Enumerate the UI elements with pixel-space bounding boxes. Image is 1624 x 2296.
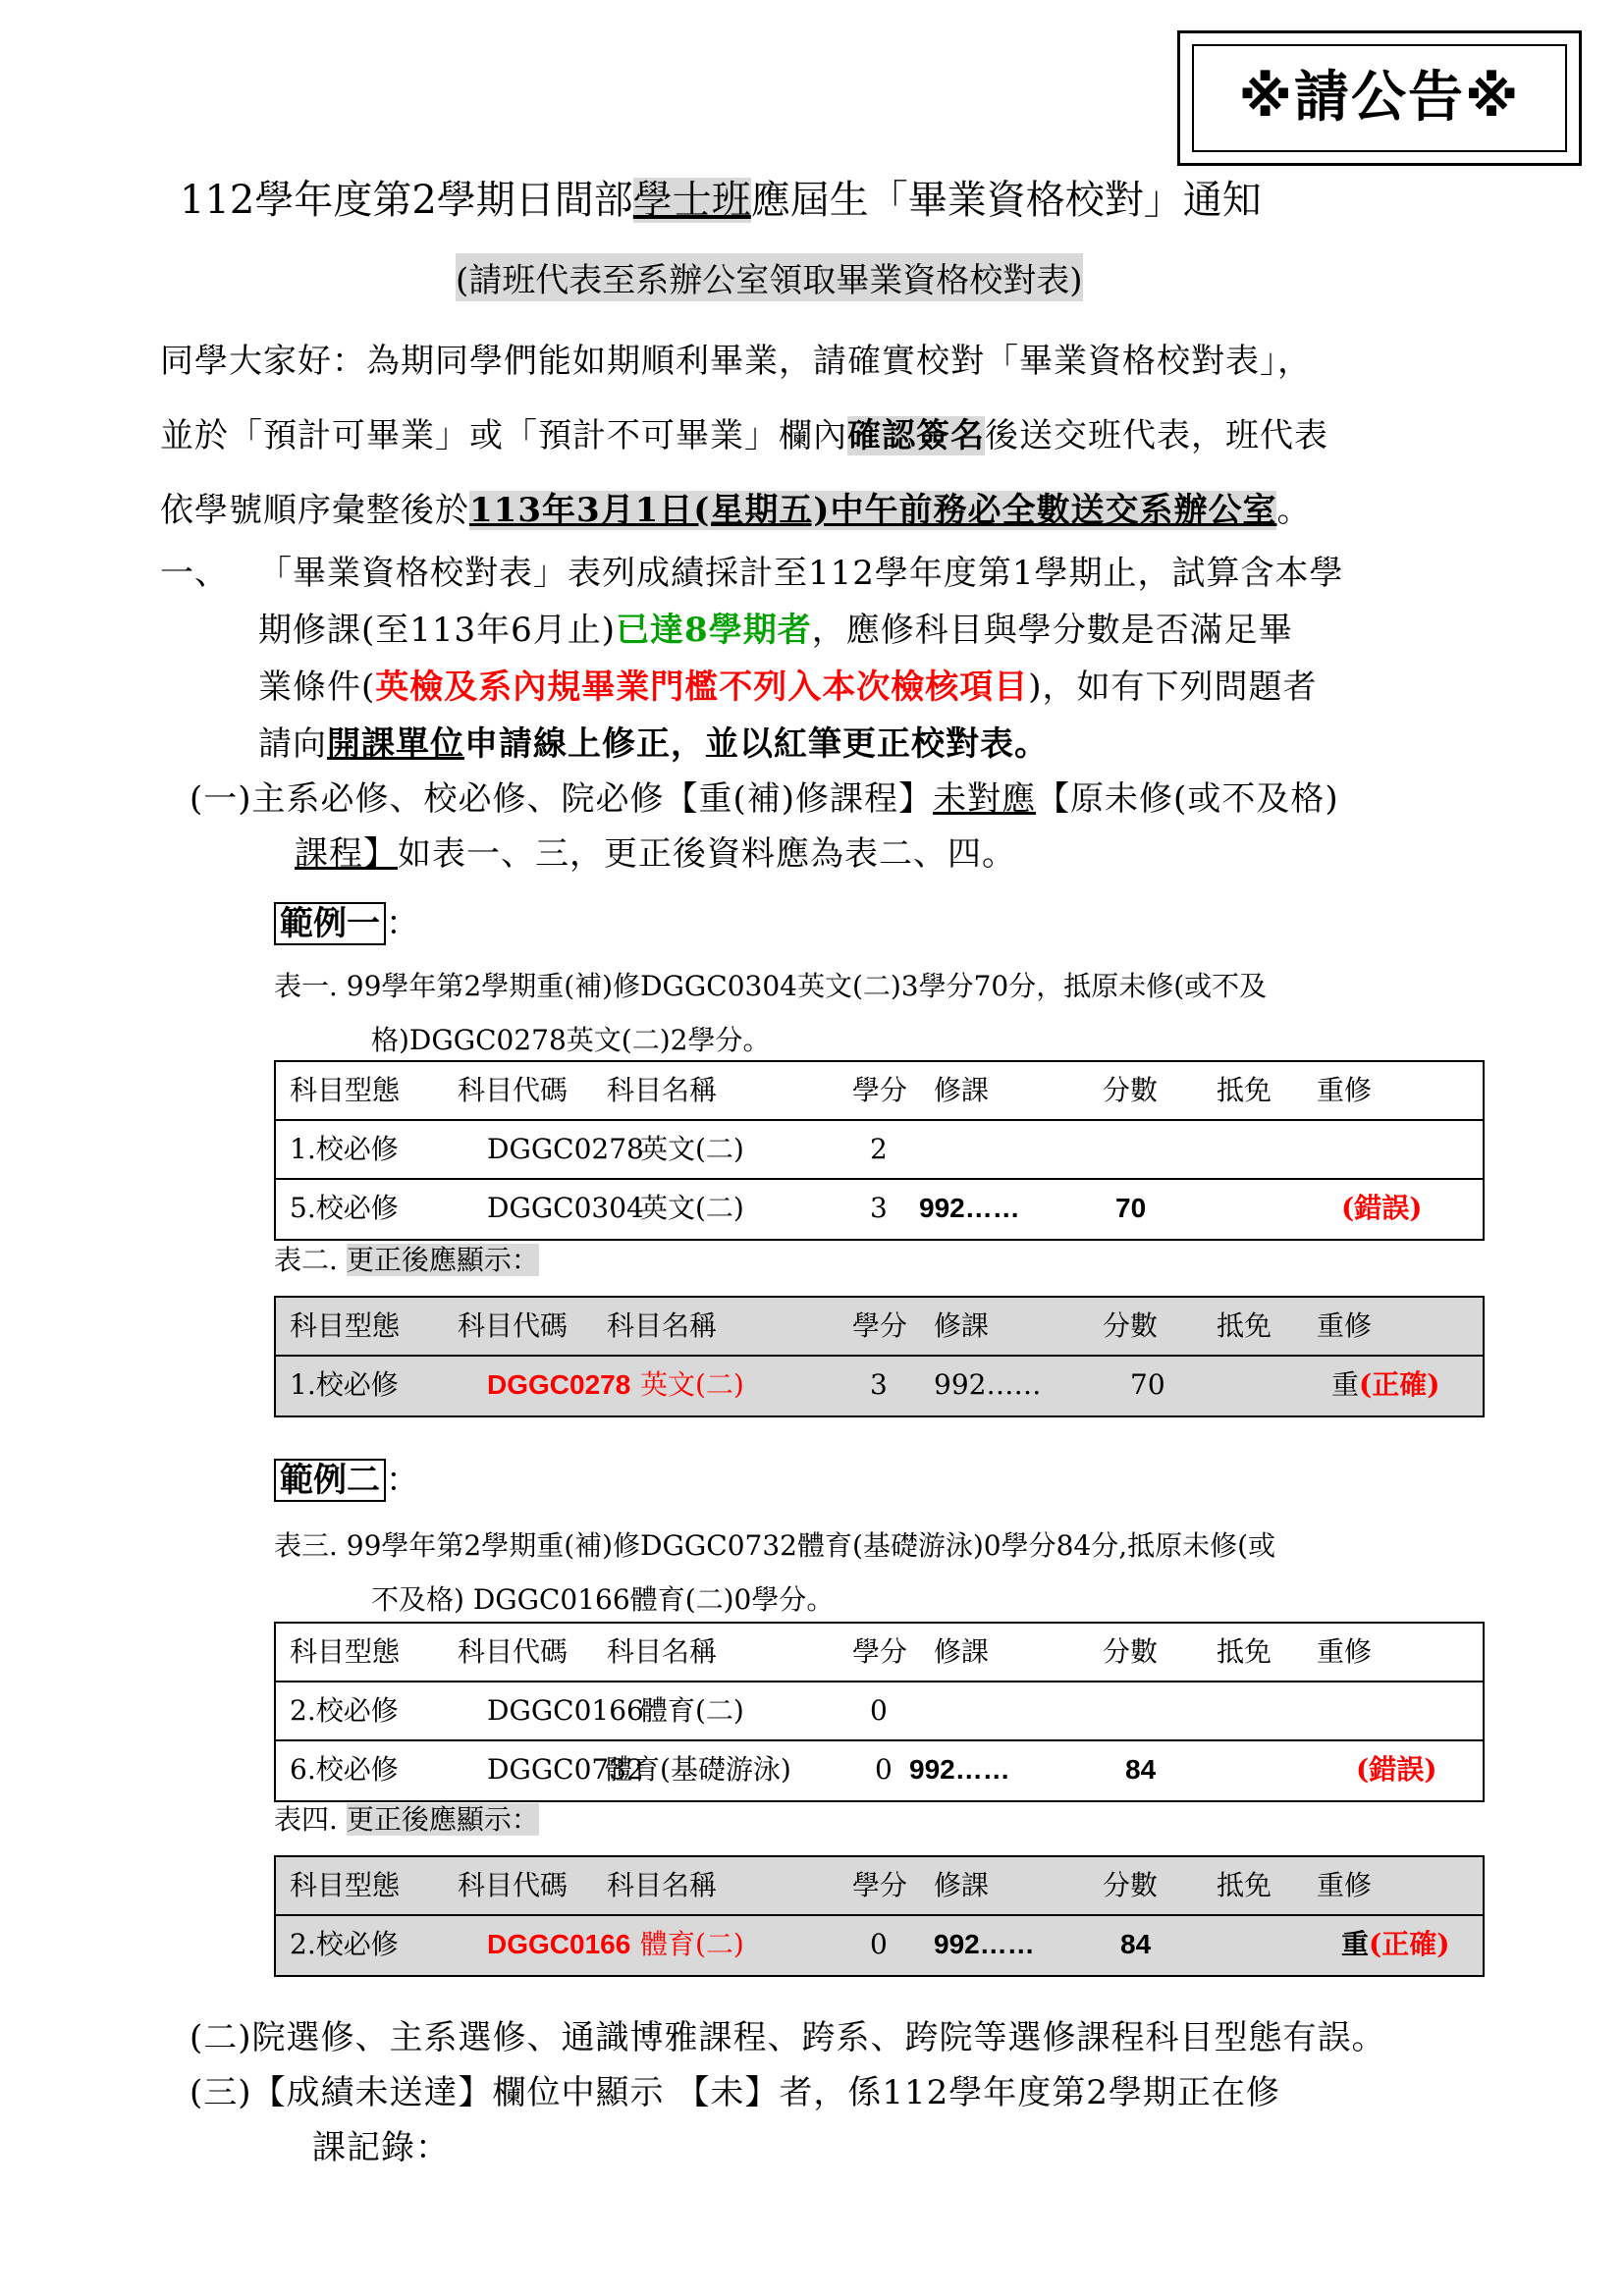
table-row: [276, 1916, 1483, 1975]
header-type: 科目型態: [290, 1635, 401, 1668]
header-retake: 重修: [1317, 1074, 1373, 1106]
item2: (二)院選修、主系選修、通識博雅課程、跨系、跨院等選修課程科目型態有誤。: [189, 2018, 1386, 2057]
header-name: 科目名稱: [607, 1869, 718, 1901]
example1-label: 範例一: [274, 902, 386, 945]
cell-name: 體育(二): [640, 1928, 744, 1960]
table3-caption-line1: 表三. 99學年第2學期重(補)修DGGC0732體育(基礎游泳)0學分84分,抵原未修(或: [274, 1529, 1276, 1562]
cell-course: 992……: [934, 1929, 1035, 1959]
cell-type: 1.校必修: [290, 1133, 399, 1165]
title-part2: 學士班: [632, 178, 751, 223]
retake-mark: [1331, 1357, 1440, 1414]
header-score: 分數: [1103, 1309, 1159, 1342]
header-name: 科目名稱: [607, 1635, 718, 1668]
section1-line4c: 申請線上修正，並以紅筆更正校對表。: [464, 724, 1049, 764]
intro-line2c: 後送交班代表，班代表: [985, 416, 1328, 455]
header-course: 修課: [934, 1074, 990, 1106]
intro-line2a: 並於「預計可畢業」或「預計不可畢業」欄內: [160, 416, 847, 455]
section1-line2: [258, 603, 1293, 651]
deadline-text: 113年3月1日(星期五)中午前務必全數送交系辦公室: [469, 491, 1277, 530]
section1-number: 一、: [160, 554, 229, 593]
item3-line1: (三)【成績未送達】欄位中顯示 【未】者，係112學年度第2學期正在修: [189, 2073, 1280, 2112]
page-title: [180, 169, 1262, 225]
cell-course: 992……: [934, 1368, 1042, 1401]
cell-credit: 2: [870, 1133, 888, 1165]
cell-score: 84: [1125, 1754, 1157, 1785]
table4-caption-text: 更正後應顯示：: [346, 1803, 539, 1836]
correct-mark: (正確): [1359, 1368, 1440, 1401]
cell-name: 體育(基礎游泳): [605, 1753, 791, 1786]
cell-code: DGGC0278: [487, 1133, 644, 1165]
cell-name: 英文(二): [640, 1368, 744, 1401]
example1-heading: [274, 896, 420, 944]
section1-line3a: 業條件(: [258, 667, 376, 707]
confirm-sign-text: 確認簽名: [847, 416, 985, 455]
notice-box: [1192, 44, 1567, 152]
subtitle: (請班代表至系辦公室領取畢業資格校對表): [456, 253, 1083, 301]
title-part3: 應屆生「畢業資格校對」通知: [750, 178, 1262, 223]
intro-line1: 同學大家好：為期同學們能如期順利畢業，請確實校對「畢業資格校對表」，: [160, 342, 1312, 381]
table-row: [276, 1682, 1483, 1741]
cell-score: 70: [1130, 1368, 1165, 1401]
item1-line1c: 【原未修(或不及格): [1036, 779, 1339, 819]
section1-line2c: ，應修科目與學分數是否滿足畢: [811, 611, 1293, 650]
example1-colon: ：: [386, 904, 420, 943]
section1-line1: 「畢業資格校對表」表列成績採計至112學年度第1學期止，試算含本學: [258, 554, 1344, 593]
item1-line2a: 課程】: [295, 834, 398, 874]
section1-line3: [258, 660, 1318, 708]
table-header-row: [276, 1857, 1483, 1916]
cell-code: DGGC0166: [487, 1694, 644, 1727]
header-exempt: 抵免: [1217, 1309, 1272, 1342]
cell-score: 84: [1120, 1929, 1152, 1959]
header-name: 科目名稱: [607, 1074, 718, 1106]
header-type: 科目型態: [290, 1869, 401, 1901]
cell-type: 2.校必修: [290, 1694, 399, 1727]
section1-line4: [258, 717, 1049, 765]
table2: [274, 1296, 1485, 1417]
table1-caption-line2: 格)DGGC0278英文(二)2學分。: [371, 1024, 771, 1056]
header-credit: 學分: [852, 1074, 908, 1106]
header-exempt: 抵免: [1217, 1635, 1272, 1668]
header-credit: 學分: [852, 1869, 908, 1901]
section1-line2a: 期修課(至113年6月止): [258, 611, 617, 650]
cell-type: 6.校必修: [290, 1753, 399, 1786]
cell-course: 992……: [919, 1193, 1020, 1223]
cell-credit: 3: [870, 1192, 888, 1224]
item1-line1a: (一)主系必修、校必修、院必修【重(補)修課程】: [189, 779, 934, 819]
item1-line2: [295, 827, 1016, 875]
table1: [274, 1060, 1485, 1241]
cell-score: 70: [1115, 1193, 1147, 1223]
example2-label: 範例二: [274, 1459, 386, 1502]
eight-semesters-text: 已達8學期者: [616, 611, 812, 650]
header-name: 科目名稱: [607, 1309, 718, 1342]
header-exempt: 抵免: [1217, 1869, 1272, 1901]
header-course: 修課: [934, 1635, 990, 1668]
cell-code: DGGC0304: [487, 1192, 644, 1224]
course-unit-text: 開課單位: [327, 724, 464, 764]
cell-credit: 3: [870, 1368, 888, 1401]
header-type: 科目型態: [290, 1309, 401, 1342]
header-score: 分數: [1103, 1635, 1159, 1668]
cell-code: DGGC0732: [487, 1753, 644, 1786]
header-course: 修課: [934, 1309, 990, 1342]
retake-mark: [1341, 1916, 1450, 1973]
header-retake: 重修: [1317, 1635, 1373, 1668]
example2-colon: ：: [386, 1461, 420, 1500]
correct-mark: (正確): [1369, 1928, 1450, 1960]
cell-code: DGGC0166: [487, 1929, 631, 1959]
cell-credit: 0: [870, 1928, 888, 1960]
header-code: 科目代碼: [458, 1869, 568, 1901]
retake-prefix: 重: [1341, 1928, 1370, 1960]
table-header-row: [276, 1624, 1483, 1682]
header-score: 分數: [1103, 1074, 1159, 1106]
header-exempt: 抵免: [1217, 1074, 1272, 1106]
header-course: 修課: [934, 1869, 990, 1901]
table-row: [276, 1741, 1483, 1800]
table1-caption-line1: 表一. 99學年第2學期重(補)修DGGC0304英文(二)3學分70分，抵原未修(或不及: [274, 970, 1268, 1002]
header-type: 科目型態: [290, 1074, 401, 1106]
table-row: [276, 1121, 1483, 1180]
intro-line2: [160, 408, 1328, 456]
table-header-row: [276, 1062, 1483, 1121]
intro-line3c: 。: [1276, 491, 1312, 530]
item1-line1: [189, 772, 1339, 820]
cell-name: 英文(二): [640, 1133, 744, 1165]
example2-heading: [274, 1453, 420, 1501]
exclusion-note: 英檢及系內規畢業門檻不列入本次檢核項目: [375, 667, 1029, 707]
header-code: 科目代碼: [458, 1635, 568, 1668]
table4-caption-prefix: 表四.: [274, 1803, 347, 1836]
header-credit: 學分: [852, 1635, 908, 1668]
cell-type: 1.校必修: [290, 1368, 399, 1401]
header-credit: 學分: [852, 1309, 908, 1342]
table4: [274, 1855, 1485, 1977]
header-retake: 重修: [1317, 1309, 1373, 1342]
cell-name: 體育(二): [640, 1694, 744, 1727]
intro-line3a: 依學號順序彙整後於: [160, 491, 469, 530]
cell-type: 2.校必修: [290, 1928, 399, 1960]
error-mark: (錯誤): [1341, 1192, 1423, 1224]
notice-text: ※請公告※: [1238, 66, 1521, 130]
table2-caption-text: 更正後應顯示：: [346, 1244, 539, 1276]
not-matched-text: 未對應: [933, 779, 1037, 819]
cell-type: 5.校必修: [290, 1192, 399, 1224]
cell-course: 992……: [909, 1754, 1010, 1785]
title-part1: 112學年度第2學期日間部: [180, 178, 633, 223]
section1-line4a: 請向: [258, 724, 327, 764]
section1-line3c: )，如有下列問題者: [1028, 667, 1318, 707]
cell-credit: 0: [875, 1753, 893, 1786]
header-code: 科目代碼: [458, 1309, 568, 1342]
item3-line2: 課記錄：: [312, 2128, 450, 2167]
intro-line3: [160, 483, 1311, 531]
table-row: [276, 1357, 1483, 1415]
header-retake: 重修: [1317, 1869, 1373, 1901]
cell-name: 英文(二): [640, 1192, 744, 1224]
table-header-row: [276, 1298, 1483, 1357]
table3-caption-line2: 不及格) DGGC0166體育(二)0學分。: [371, 1583, 835, 1616]
header-score: 分數: [1103, 1869, 1159, 1901]
table2-caption-prefix: 表二.: [274, 1244, 347, 1276]
table4-caption: [274, 1798, 539, 1838]
table3: [274, 1622, 1485, 1802]
header-code: 科目代碼: [458, 1074, 568, 1106]
error-mark: (錯誤): [1356, 1753, 1437, 1786]
cell-credit: 0: [870, 1694, 888, 1727]
item1-line2b: 如表一、三，更正後資料應為表二、四。: [398, 834, 1016, 874]
table-row: [276, 1180, 1483, 1239]
cell-code: DGGC0278: [487, 1369, 631, 1400]
retake-prefix: 重: [1331, 1368, 1360, 1401]
table2-caption: [274, 1239, 539, 1278]
